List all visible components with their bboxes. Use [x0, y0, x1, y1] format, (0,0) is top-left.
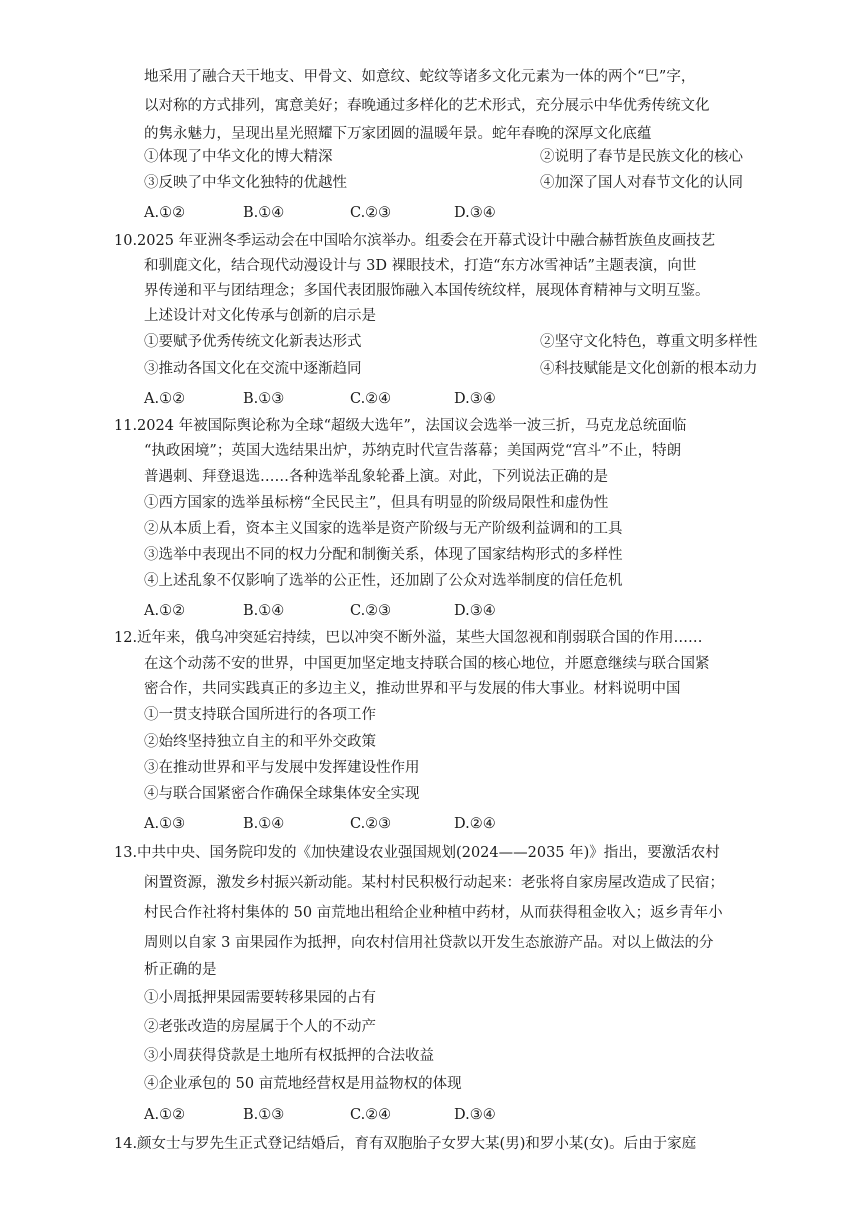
q11-statement-4: ④上述乱象不仅影响了选举的公正性，还加剧了公众对选举制度的信任危机	[144, 573, 623, 589]
q12-option-d: D.②④	[454, 816, 496, 832]
q11-option-d: D.③④	[454, 603, 496, 619]
q9-option-d: D.③④	[454, 205, 496, 221]
q9-statement-4: ④加深了国人对春节文化的认同	[540, 175, 743, 191]
q9-option-a: A.①②	[144, 205, 186, 221]
q9-text-line: 以对称的方式排列，寓意美好；春晚通过多样化的艺术形式，充分展示中华优秀传统文化	[144, 98, 710, 114]
q11-option-a: A.①②	[144, 603, 186, 619]
q14-stem: 14.颜女士与罗先生正式登记结婚后，育有双胞胎子女罗大某(男)和罗小某(女)。后由于家庭	[114, 1136, 697, 1152]
q9-text-line: 地采用了融合天干地支、甲骨文、如意纹、蛇纹等诸多文化元素为一体的两个“巳”字，	[144, 69, 696, 85]
q13-stem: 13.中共中央、国务院印发的《加快建设农业强国规划(2024——2035 年)》指出，要激活农村	[114, 845, 720, 861]
q12-text-line: 在这个动荡不安的世界，中国更加坚定地支持联合国的核心地位，并愿意继续与联合国紧	[144, 656, 710, 672]
q12-option-c: C.②③	[350, 816, 392, 832]
q9-statement-row	[144, 173, 743, 193]
q11-text-line: 普遇刺、拜登退选……各种选举乱象轮番上演。对此，下列说法正确的是	[144, 469, 608, 485]
q11-statement-3: ③选举中表现出不同的权力分配和制衡关系，体现了国家结构形式的多样性	[144, 547, 623, 563]
q12-statement-3: ③在推动世界和平与发展中发挥建设性作用	[144, 760, 420, 776]
q9-option-c: C.②③	[350, 205, 392, 221]
q9-text-line: 的隽永魅力，呈现出星光照耀下万家团圆的温暖年景。蛇年春晚的深厚文化底蕴	[144, 126, 652, 142]
q10-statement-1: ①要赋予优秀传统文化新表达形式	[144, 334, 362, 350]
q13-text-line: 析正确的是	[144, 962, 217, 978]
q10-text-line: 上述设计对文化传承与创新的启示是	[144, 308, 376, 324]
q11-statement-1: ①西方国家的选举虽标榜“全民民主”，但具有明显的阶级局限性和虚伪性	[144, 495, 609, 511]
q9-option-b: B.①④	[243, 205, 285, 221]
q13-statement-2: ②老张改造的房屋属于个人的不动产	[144, 1019, 376, 1035]
q11-option-c: C.②③	[350, 603, 392, 619]
q11-text-line: “执政困境”；英国大选结果出炉，苏纳克时代宣告落幕；美国两党“宫斗”不止，特朗	[144, 443, 682, 459]
q13-option-b: B.①③	[243, 1107, 285, 1123]
q10-option-c: C.②④	[350, 391, 392, 407]
q13-statement-3: ③小周获得贷款是土地所有权抵押的合法收益	[144, 1048, 434, 1064]
q10-statement-2: ②坚守文化特色，尊重文明多样性	[540, 334, 758, 350]
q10-stem: 10.2025 年亚洲冬季运动会在中国哈尔滨举办。组委会在开幕式设计中融合赫哲族鱼皮画技艺	[114, 233, 716, 249]
q13-statement-4: ④企业承包的 50 亩荒地经营权是用益物权的体现	[144, 1076, 462, 1092]
q10-statement-3: ③推动各国文化在交流中逐渐趋同	[144, 361, 362, 377]
q9-statement-2: ②说明了春节是民族文化的核心	[540, 149, 743, 165]
q12-option-a: A.①③	[144, 816, 186, 832]
q12-text-line: 密合作，共同实践真正的多边主义，推动世界和平与发展的伟大事业。材料说明中国	[144, 681, 681, 697]
q13-text-line: 周则以自家 3 亩果园作为抵押，向农村信用社贷款以开发生态旅游产品。对以上做法的分	[144, 935, 714, 951]
q12-statement-4: ④与联合国紧密合作确保全球集体安全实现	[144, 786, 420, 802]
q10-statement-4: ④科技赋能是文化创新的根本动力	[540, 361, 758, 377]
q13-text-line: 村民合作社将村集体的 50 亩荒地出租给企业种植中药材，从而获得租金收入；返乡青年小	[144, 905, 723, 921]
q9-statement-row	[144, 147, 743, 167]
q12-statement-1: ①一贯支持联合国所进行的各项工作	[144, 707, 376, 723]
q11-stem: 11.2024 年被国际舆论称为全球“超级大选年”，法国议会选举一波三折，马克龙总统面临	[114, 418, 687, 434]
q10-option-d: D.③④	[454, 391, 496, 407]
q13-statement-1: ①小周抵押果园需要转移果园的占有	[144, 990, 376, 1006]
q10-option-a: A.①②	[144, 391, 186, 407]
q10-statement-row	[144, 332, 758, 352]
q11-statement-2: ②从本质上看，资本主义国家的选举是资产阶级与无产阶级利益调和的工具	[144, 521, 623, 537]
q13-option-d: D.③④	[454, 1107, 496, 1123]
q10-option-b: B.①③	[243, 391, 285, 407]
q9-statement-3: ③反映了中华文化独特的优越性	[144, 175, 347, 191]
q12-stem: 12.近年来，俄乌冲突延宕持续，巴以冲突不断外溢，某些大国忽视和削弱联合国的作用……	[114, 630, 703, 646]
q10-statement-row	[144, 359, 758, 379]
q11-option-b: B.①④	[243, 603, 285, 619]
q10-text-line: 界传递和平与团结理念；多国代表团服饰融入本国传统纹样，展现体育精神与文明互鉴。	[144, 283, 710, 299]
q12-option-b: B.①④	[243, 816, 285, 832]
q13-option-a: A.①②	[144, 1107, 186, 1123]
q12-statement-2: ②始终坚持独立自主的和平外交政策	[144, 734, 376, 750]
q13-option-c: C.②④	[350, 1107, 392, 1123]
q13-text-line: 闲置资源，激发乡村振兴新动能。某村村民积极行动起来：老张将自家房屋改造成了民宿；	[144, 875, 724, 891]
q10-text-line: 和驯鹿文化，结合现代动漫设计与 3D 裸眼技术，打造“东方冰雪神话”主题表演，向世	[144, 258, 697, 274]
q9-statement-1: ①体现了中华文化的博大精深	[144, 149, 333, 165]
